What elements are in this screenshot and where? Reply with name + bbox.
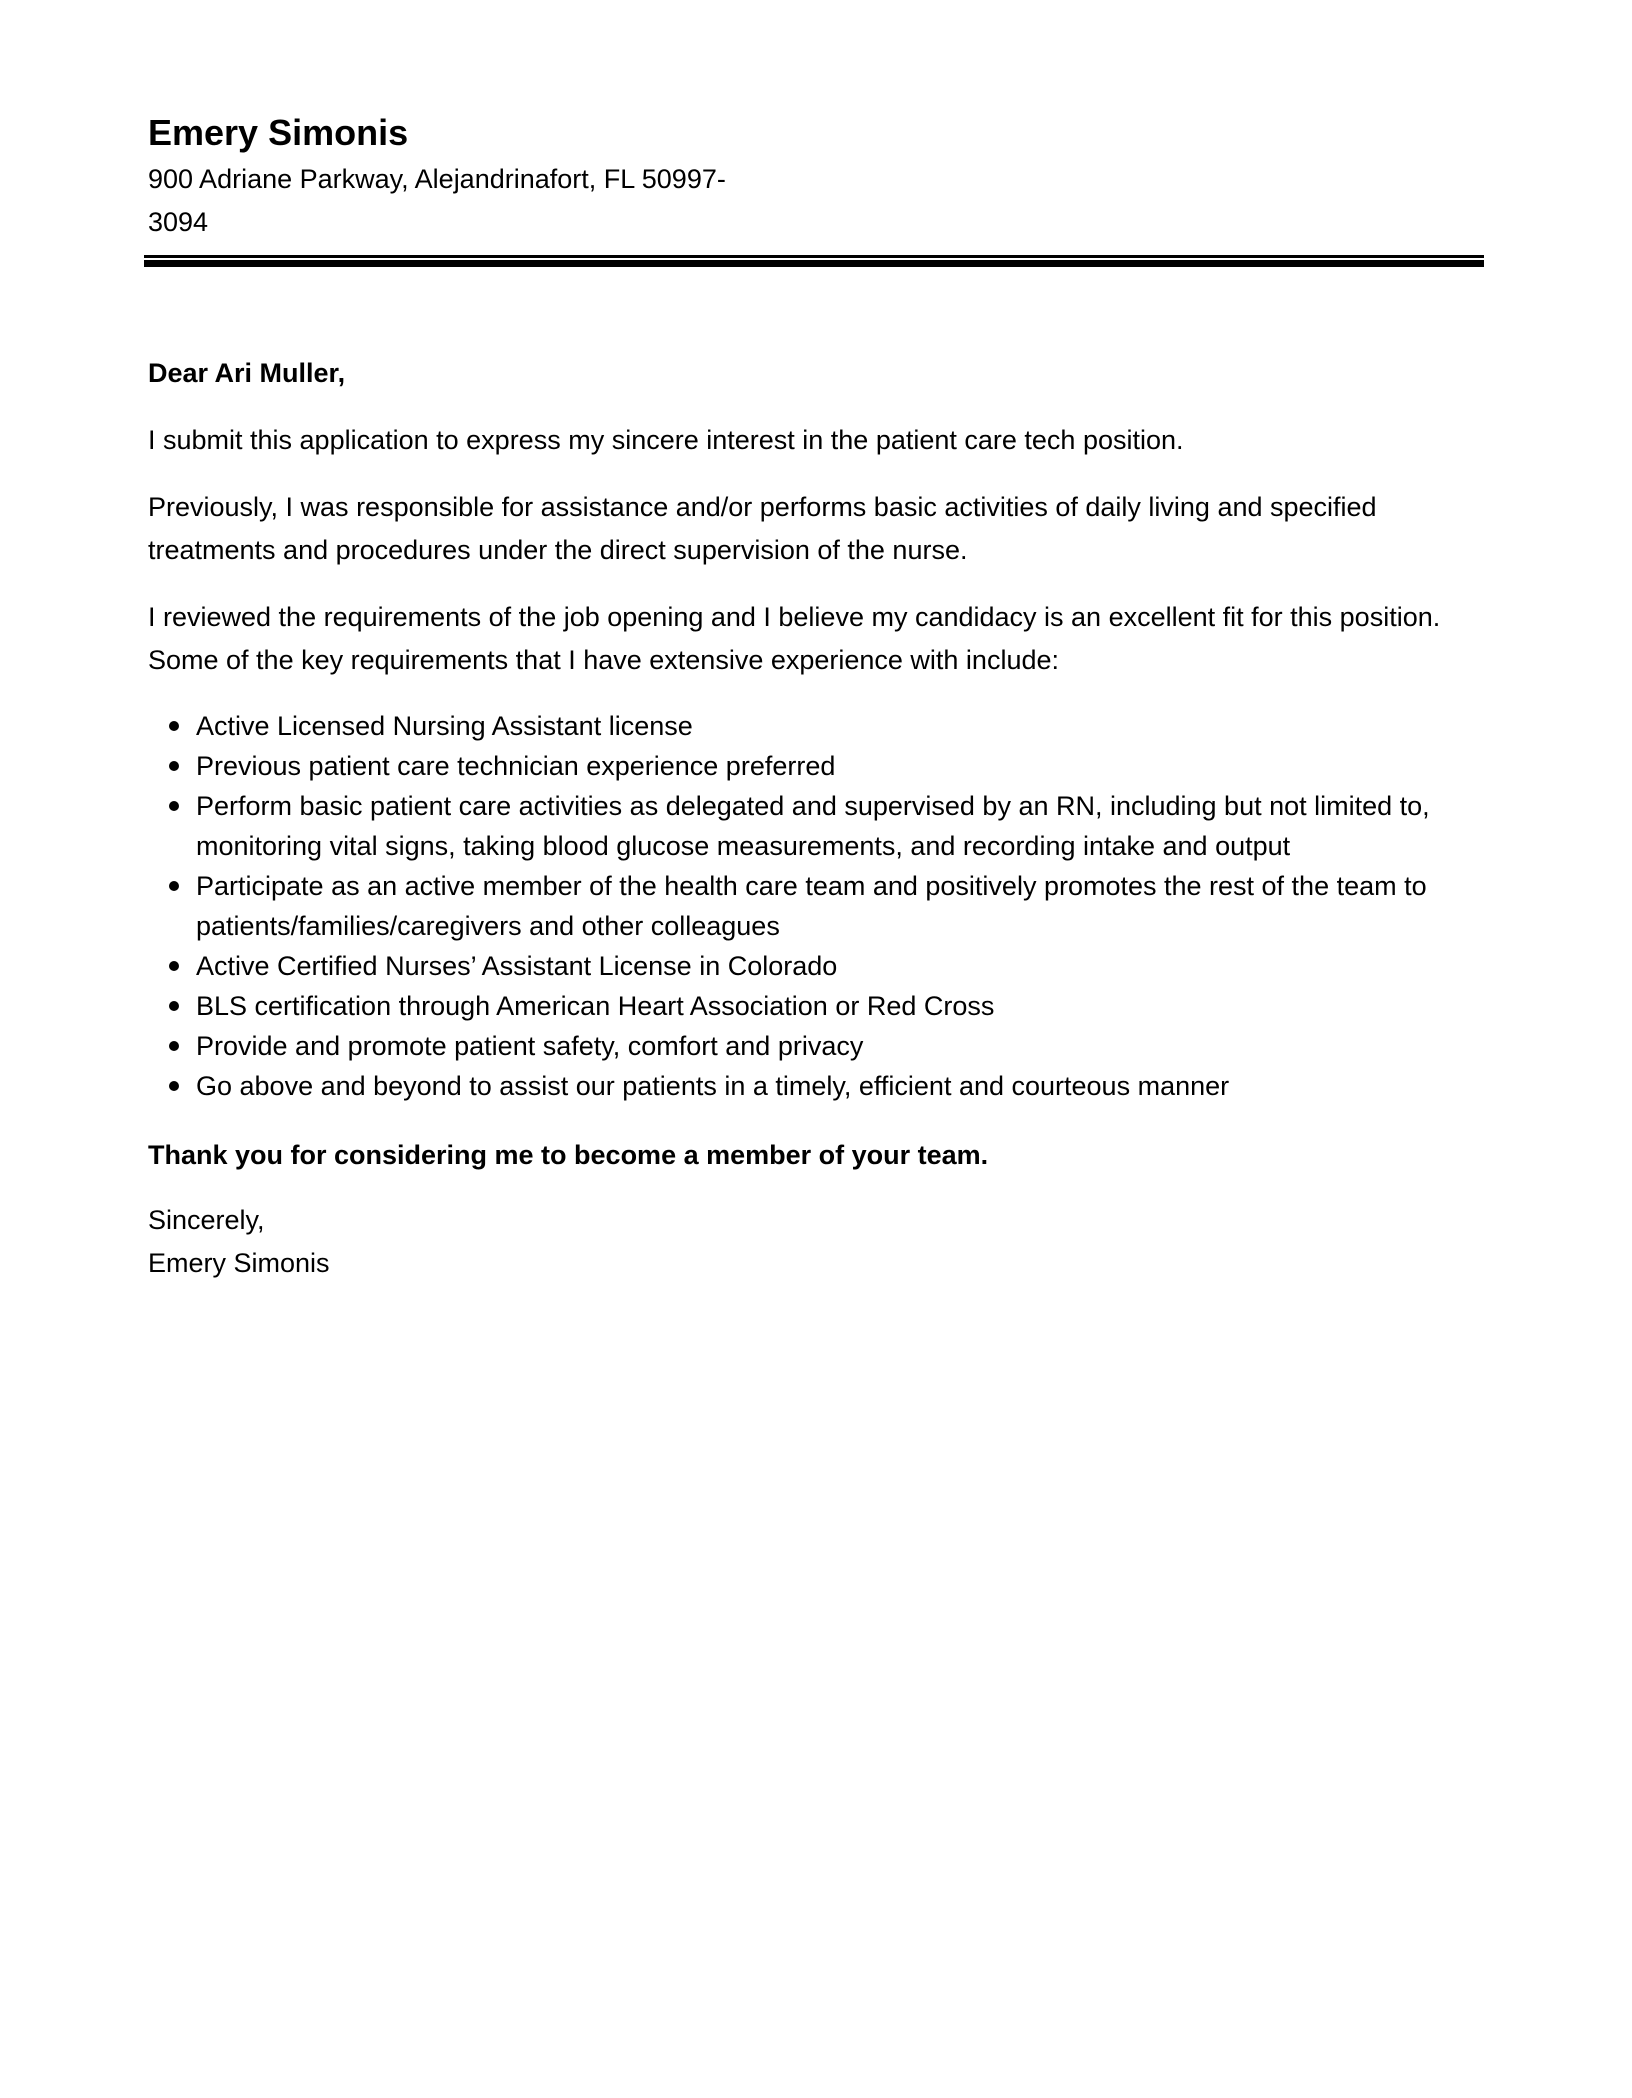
bullet-icon [169,721,179,731]
letter-body [148,352,1484,1285]
requirement-text: Participate as an active member of the health care team and positively promotes the rest of the team to patients/families/caregivers and other colleagues [196,871,1427,941]
paragraph-experience: Previously, I was responsible for assistance and/or performs basic activities of daily living and specified treatments and procedures under the direct supervision of the nurse. [148,492,1377,565]
list-item [148,746,1484,786]
requirement-text: Provide and promote patient safety, comfort and privacy [196,1031,864,1061]
list-item [148,1026,1484,1066]
list-item [148,786,1484,866]
bullet-icon [169,1081,179,1091]
letter-header [148,108,768,244]
requirement-text: Perform basic patient care activities as delegated and supervised by an RN, including but not limited to, monitoring vital signs, taking blood glucose measurements, and recording intake and output [196,791,1430,861]
requirements-list [148,706,1484,1106]
sender-address-line-1: 900 Adriane Parkway, Alejandrinafort, FL 50997- [148,164,726,194]
bullet-icon [169,761,179,771]
list-item [148,866,1484,946]
paragraph-intro: I submit this application to express my sincere interest in the patient care tech position. [148,425,1184,455]
signature-name: Emery Simonis [148,1248,330,1278]
bullet-icon [169,1041,179,1051]
sender-address [148,158,768,244]
header-divider-thick-line [144,260,1484,267]
signoff-block [148,1199,1484,1285]
list-item [148,1066,1484,1106]
bullet-icon [169,961,179,971]
list-item [148,986,1484,1026]
closing-statement: Thank you for considering me to become a member of your team. [148,1140,989,1170]
requirement-text: Active Licensed Nursing Assistant license [196,711,693,741]
sender-name: Emery Simonis [148,112,409,153]
bullet-icon [169,801,179,811]
list-item [148,946,1484,986]
requirement-text: Previous patient care technician experience preferred [196,751,836,781]
bullet-icon [169,1001,179,1011]
salutation: Dear Ari Muller, [148,358,346,388]
list-item [148,706,1484,746]
sender-address-line-2: 3094 [148,207,209,237]
header-divider-thin-line [144,255,1484,258]
header-divider [144,255,1484,267]
signoff: Sincerely, [148,1205,265,1235]
bullet-icon [169,881,179,891]
paragraph-requirements-intro: I reviewed the requirements of the job opening and I believe my candidacy is an excellent fit for this position. Some of the key requirements that I have extensive experience with include: [148,602,1441,675]
requirement-text: BLS certification through American Heart Association or Red Cross [196,991,995,1021]
requirement-text: Active Certified Nurses’ Assistant License in Colorado [196,951,838,981]
requirement-text: Go above and beyond to assist our patients in a timely, efficient and courteous manner [196,1071,1230,1101]
